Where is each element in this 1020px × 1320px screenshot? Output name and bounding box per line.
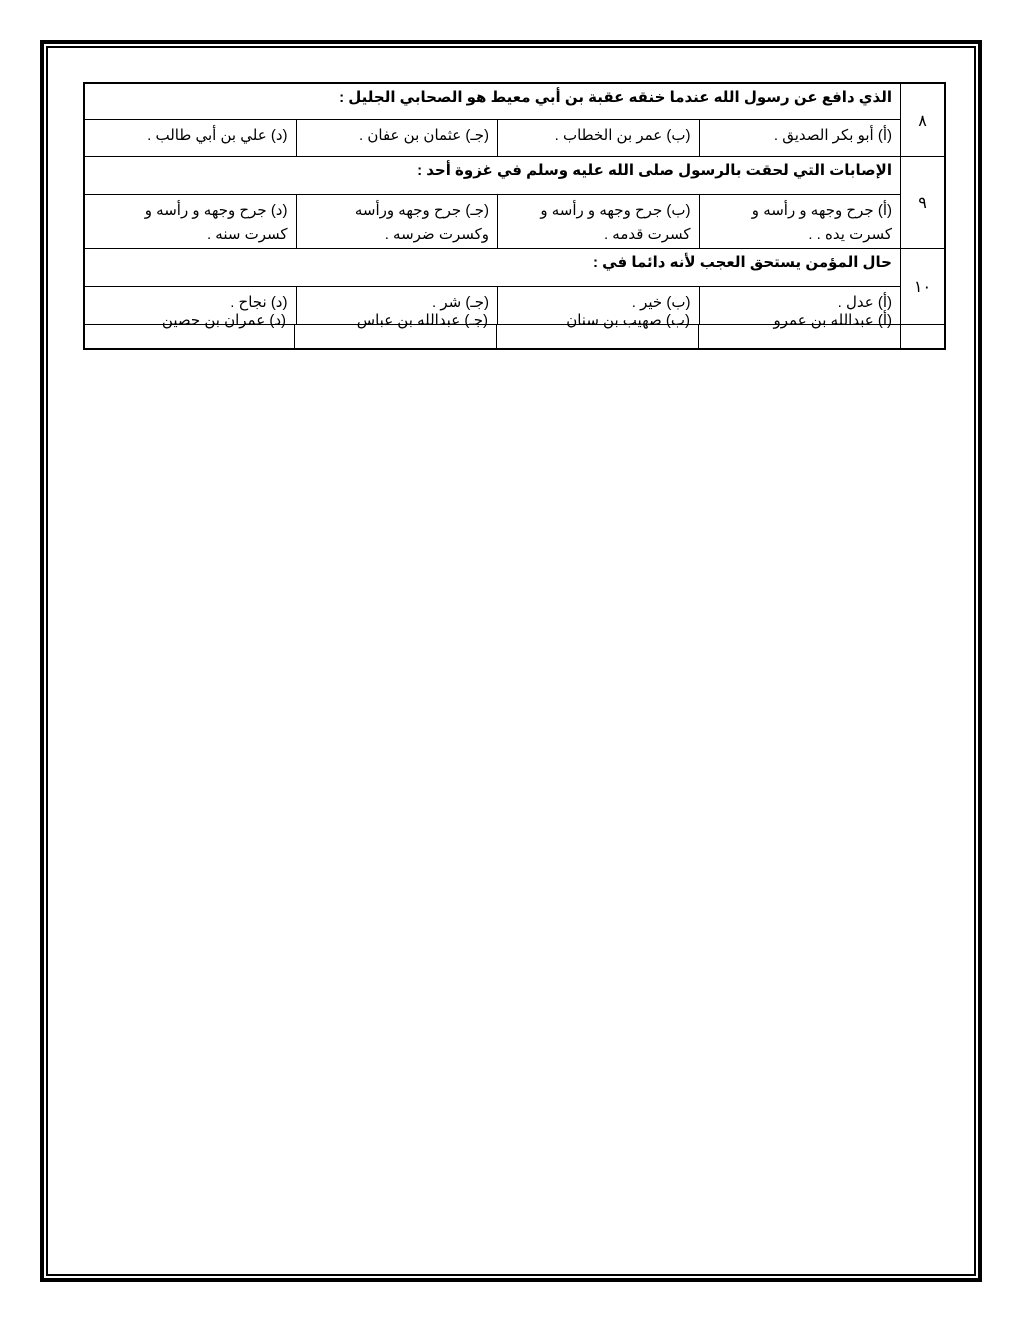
option-d-line2: كسرت سنه .	[206, 226, 288, 243]
hidden-option-d: (د) عمران بن حصين	[161, 312, 286, 329]
hidden-divider	[900, 325, 901, 350]
question-text: الذي دافع عن رسول الله عندما خنقه عقبة بن أبي معيط هو الصحابي الجليل :	[85, 84, 900, 120]
hidden-option-a: (أ) عبدالله بن عمرو	[773, 312, 892, 329]
option-c: (جـ) شر .	[296, 287, 498, 325]
hidden-divider	[294, 325, 295, 350]
option-a-line1: (أ) جرح وجهه و رأسه و	[751, 202, 892, 219]
questions-table	[83, 82, 946, 350]
option-c-line2: وكسرت ضرسه .	[384, 226, 489, 243]
option-a: (أ) عدل .	[699, 287, 901, 325]
question-row-9	[85, 157, 944, 249]
option-b	[497, 195, 699, 249]
option-d	[85, 195, 295, 249]
hidden-divider	[698, 325, 699, 350]
option-b-line2: كسرت قدمه .	[603, 226, 691, 243]
option-b: (ب) خير .	[497, 287, 699, 325]
option-d: (د) نجاح .	[230, 294, 288, 311]
option-a	[699, 195, 901, 249]
option-c: (جـ) عثمان بن عفان .	[296, 120, 498, 157]
option-c-line1: (جـ) جرح وجهه ورأسه	[354, 202, 489, 219]
option-b: (ب) عمر بن الخطاب .	[497, 120, 699, 157]
question-text: حال المؤمن يستحق العجب لأنه دائما في :	[85, 249, 900, 287]
hidden-divider	[496, 325, 497, 350]
hidden-option-b: (ب) صهيب بن سنان	[566, 312, 690, 329]
question-row-8	[85, 84, 944, 157]
options-row	[85, 120, 900, 157]
option-b-line1: (ب) جرح وجهه و رأسه و	[540, 202, 691, 219]
question-number: ١٠	[900, 249, 944, 325]
option-c	[296, 195, 498, 249]
hidden-options-row	[85, 312, 900, 349]
option-a-line2: كسرت يده . .	[808, 226, 892, 243]
options-row	[85, 195, 900, 249]
option-d: (د) علي بن أبي طالب .	[147, 127, 288, 144]
question-text: الإصابات التي لحقت بالرسول صلى الله عليه وسلم في غزوة أحد :	[85, 157, 900, 195]
question-number: ٩	[900, 157, 944, 249]
option-a: (أ) أبو بكر الصديق .	[699, 120, 901, 157]
question-number: ٨	[900, 84, 944, 157]
hidden-option-c: (جـ) عبدالله بن عباس	[356, 312, 488, 329]
option-d-line1: (د) جرح وجهه و رأسه و	[144, 202, 288, 219]
